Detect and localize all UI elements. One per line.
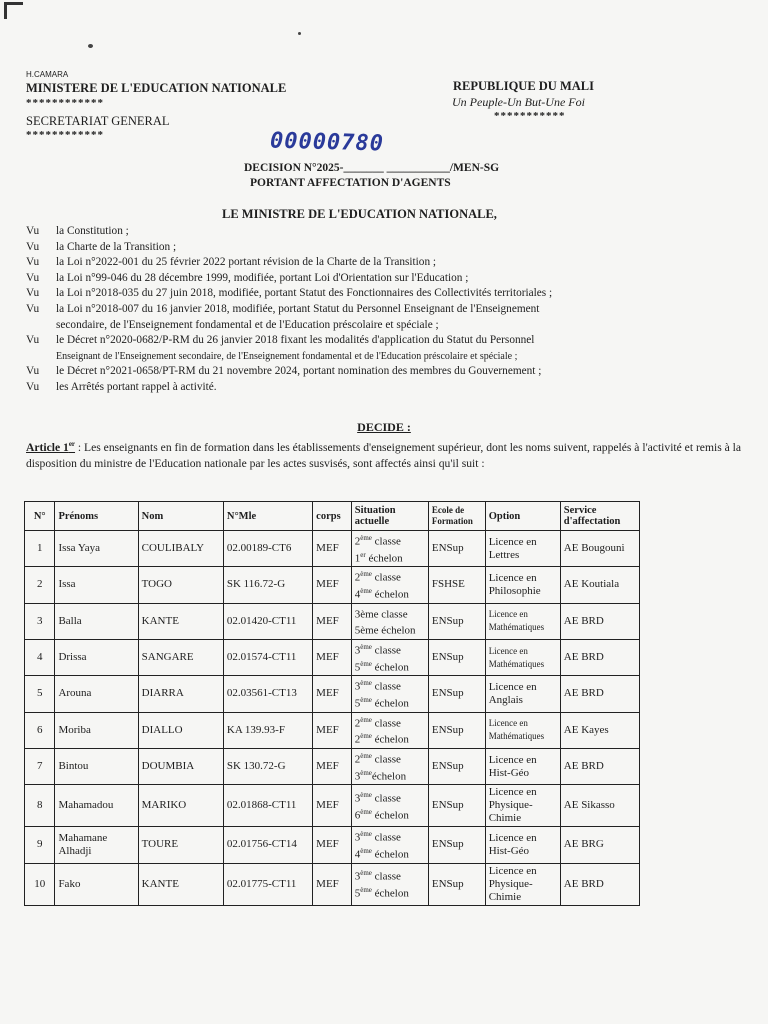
situation-classe: 3ème classe <box>354 791 401 805</box>
header-ecole: Ecole de Formation <box>428 502 485 531</box>
table-row <box>25 785 640 827</box>
minister-heading: LE MINISTRE DE L'EDUCATION NATIONALE, <box>222 207 497 221</box>
cell-corps: MEF <box>313 748 352 784</box>
cell-option: Licence en Hist-Géo <box>485 827 560 863</box>
cell-matricule: 02.01868-CT11 <box>223 785 312 827</box>
cell-nom: SANGARE <box>138 639 223 675</box>
cell-service: AE BRD <box>560 603 639 639</box>
vu-item <box>26 224 746 240</box>
assignment-table <box>24 501 640 906</box>
vu-item <box>26 240 746 256</box>
situation-echelon: 5ème échelon <box>354 886 409 900</box>
cell-situation <box>351 863 428 905</box>
cell-corps: MEF <box>313 827 352 863</box>
vu-text: la Loi n°2022-001 du 25 février 2022 portant révision de la Charte de la Transition ; <box>56 256 437 269</box>
cell-number: 5 <box>25 676 55 712</box>
cell-situation <box>351 531 428 567</box>
cell-matricule: 02.01420-CT11 <box>223 603 312 639</box>
header-matricule: N°Mle <box>223 502 312 531</box>
republic-stars: *********** <box>494 110 566 122</box>
cell-matricule: 02.01574-CT11 <box>223 639 312 675</box>
cell-nom: KANTE <box>138 603 223 639</box>
cell-number: 6 <box>25 712 55 748</box>
cell-prenom: Moriba <box>55 712 138 748</box>
cell-service: AE Kayes <box>560 712 639 748</box>
vu-text-continued: secondaire, de l'Enseignement fondamental et de l'Education préscolaire et spéciale ; <box>56 318 439 331</box>
decision-number: DECISION N°2025-_______ ___________/MEN-SG <box>244 162 500 174</box>
vu-item <box>26 333 746 349</box>
author-initials: H.CAMARA <box>26 70 69 79</box>
cell-matricule: 02.01756-CT14 <box>223 827 312 863</box>
decision-subject: PORTANT AFFECTATION D'AGENTS <box>250 177 451 189</box>
cell-matricule: 02.03561-CT13 <box>223 676 312 712</box>
situation-classe: 3ème classe <box>354 679 401 693</box>
vu-text: la Loi n°2018-007 du 16 janvier 2018, modifiée, portant Statut du Personnel Enseignant de l'Enseignement <box>56 302 540 315</box>
cell-matricule: 02.01775-CT11 <box>223 863 312 905</box>
cell-situation <box>351 639 428 675</box>
header-option: Option <box>485 502 560 531</box>
situation-echelon: 4ème échelon <box>354 586 409 601</box>
cell-service: AE BRD <box>560 748 639 784</box>
cell-nom: TOGO <box>138 567 223 603</box>
cell-nom: DIALLO <box>138 712 223 748</box>
cell-option: Licence en Philosophie <box>485 567 560 603</box>
situation-classe: 2ème classe <box>354 715 401 730</box>
situation-echelon: 5ème échelon <box>354 659 409 674</box>
table-header-row <box>25 502 640 531</box>
table-row <box>25 827 640 863</box>
cell-situation <box>351 676 428 712</box>
cell-ecole: ENSup <box>428 785 485 827</box>
cell-number: 9 <box>25 827 55 863</box>
vu-text: la Charte de la Transition ; <box>56 240 177 253</box>
situation-echelon: 1er échelon <box>354 550 403 565</box>
table-row <box>25 531 640 567</box>
cell-corps: MEF <box>313 863 352 905</box>
situation-classe: 3ème classe <box>354 830 401 844</box>
cell-option: Licence en Hist-Géo <box>485 748 560 784</box>
cell-nom: MARIKO <box>138 785 223 827</box>
article-1-label: Article 1er <box>26 440 76 454</box>
legal-references <box>26 224 746 396</box>
situation-echelon: 4ème échelon <box>354 846 409 861</box>
cell-service: AE BRD <box>560 639 639 675</box>
cell-matricule: KA 139.93-F <box>223 712 312 748</box>
cell-nom: COULIBALY <box>138 531 223 567</box>
secretariat-name: SECRETARIAT GENERAL <box>26 114 170 128</box>
cell-service: AE Sikasso <box>560 785 639 827</box>
cell-number: 7 <box>25 748 55 784</box>
cell-corps: MEF <box>313 531 352 567</box>
table-row <box>25 639 640 675</box>
situation-classe: 2ème classe <box>354 751 401 766</box>
cell-option: Licence en Anglais <box>485 676 560 712</box>
situation-echelon: 5ème échelon <box>354 624 416 637</box>
cell-nom: KANTE <box>138 863 223 905</box>
ink-speck <box>298 32 301 35</box>
cell-service: AE Koutiala <box>560 567 639 603</box>
table-row <box>25 712 640 748</box>
table-row <box>25 676 640 712</box>
cell-service: AE BRD <box>560 863 639 905</box>
situation-echelon: 3èmeéchelon <box>354 768 407 783</box>
header-service: Service d'affectation <box>560 502 639 531</box>
cell-matricule: 02.00189-CT6 <box>223 531 312 567</box>
cell-nom: DOUMBIA <box>138 748 223 784</box>
vu-item <box>26 364 746 380</box>
cell-nom: TOURE <box>138 827 223 863</box>
vu-item <box>26 271 746 287</box>
cell-situation <box>351 712 428 748</box>
vu-keyword: Vu <box>26 225 40 237</box>
situation-classe: 2ème classe <box>354 570 401 584</box>
situation-echelon: 6ème échelon <box>354 807 409 822</box>
situation-classe: 3ème classe <box>354 642 401 657</box>
ink-speck <box>88 44 93 48</box>
ministry-name: MINISTERE DE L'EDUCATION NATIONALE <box>26 81 287 95</box>
vu-text: la Constitution ; <box>56 225 129 237</box>
cell-number: 2 <box>25 567 55 603</box>
cell-ecole: ENSup <box>428 531 485 567</box>
situation-classe: 2ème classe <box>354 534 401 548</box>
situation-echelon: 5ème échelon <box>354 695 409 710</box>
cell-ecole: ENSup <box>428 863 485 905</box>
table-body <box>25 531 640 906</box>
vu-text: la Loi n°2018-035 du 27 juin 2018, modifiée, portant Statut des Fonctionnaires des Collectivités territoriales ; <box>56 287 553 300</box>
cell-situation <box>351 748 428 784</box>
vu-keyword: Vu <box>26 334 40 347</box>
cell-prenom: Fako <box>55 863 138 905</box>
header-nom: Nom <box>138 502 223 531</box>
header-corps: corps <box>313 502 352 531</box>
cell-option: Licence en Physique-Chimie <box>485 785 560 827</box>
cell-prenom: Drissa <box>55 639 138 675</box>
cell-number: 1 <box>25 531 55 567</box>
cell-option: Licence en Physique-Chimie <box>485 863 560 905</box>
vu-keyword: Vu <box>26 271 40 284</box>
cell-corps: MEF <box>313 567 352 603</box>
cell-prenom: Mahamadou <box>55 785 138 827</box>
table-row <box>25 567 640 603</box>
vu-keyword: Vu <box>26 365 40 378</box>
cell-number: 3 <box>25 603 55 639</box>
cell-ecole: ENSup <box>428 827 485 863</box>
cell-situation <box>351 785 428 827</box>
cell-corps: MEF <box>313 785 352 827</box>
cell-matricule: SK 116.72-G <box>223 567 312 603</box>
table-row <box>25 748 640 784</box>
cell-situation <box>351 567 428 603</box>
table-row <box>25 603 640 639</box>
vu-item <box>26 380 746 396</box>
vu-item <box>26 255 746 271</box>
cell-prenom: Arouna <box>55 676 138 712</box>
situation-classe: 3ème classe <box>354 608 408 621</box>
vu-keyword: Vu <box>26 287 40 300</box>
cell-prenom: Bintou <box>55 748 138 784</box>
cell-service: AE Bougouni <box>560 531 639 567</box>
vu-keyword: Vu <box>26 240 40 253</box>
situation-classe: 3ème classe <box>354 869 401 883</box>
cell-service: AE BRD <box>560 676 639 712</box>
cell-number: 10 <box>25 863 55 905</box>
header-situation: Situation actuelle <box>351 502 428 531</box>
cell-prenom: Issa Yaya <box>55 531 138 567</box>
cell-option: Licence en Mathématiques <box>485 712 560 748</box>
vu-item <box>26 302 746 318</box>
cell-option: Licence en Lettres <box>485 531 560 567</box>
cell-corps: MEF <box>313 712 352 748</box>
cell-option: Licence en Mathématiques <box>485 603 560 639</box>
cell-ecole: ENSup <box>428 712 485 748</box>
cell-situation <box>351 827 428 863</box>
cell-corps: MEF <box>313 639 352 675</box>
vu-keyword: Vu <box>26 380 40 393</box>
cell-ecole: ENSup <box>428 676 485 712</box>
situation-echelon: 2ème échelon <box>354 732 409 746</box>
cell-matricule: SK 130.72-G <box>223 748 312 784</box>
corner-mark <box>4 2 23 19</box>
vu-item <box>26 286 746 302</box>
cell-corps: MEF <box>313 603 352 639</box>
vu-text: la Loi n°99-046 du 28 décembre 1999, modifiée, portant Loi d'Orientation sur l'Education ; <box>56 271 469 284</box>
article-1-text: : Les enseignants en fin de formation dans les établissements d'enseignement supérieur, dont les noms suivent, rappelés à l'activité et remis à la disposition du ministre de l'Education nationale par les actes susvisés, sont affectés ainsi qu'il suit : <box>26 440 742 470</box>
vu-text: le Décret n°2020-0682/P-RM du 26 janvier 2018 fixant les modalités d'application du Statut du Personnel <box>56 334 535 347</box>
cell-prenom: Balla <box>55 603 138 639</box>
vu-keyword: Vu <box>26 302 40 315</box>
cell-option: Licence en Mathématiques <box>485 639 560 675</box>
ministry-stars: ************ <box>26 97 104 109</box>
vu-text: le Décret n°2021-0658/PT-RM du 21 novembre 2024, portant nomination des membres du Gouvernement ; <box>56 365 542 378</box>
cell-ecole: ENSup <box>428 639 485 675</box>
vu-text: les Arrêtés portant rappel à activité. <box>56 380 217 393</box>
cell-service: AE BRG <box>560 827 639 863</box>
cell-ecole: ENSup <box>428 748 485 784</box>
cell-corps: MEF <box>313 676 352 712</box>
cell-ecole: ENSup <box>428 603 485 639</box>
cell-prenom: Issa <box>55 567 138 603</box>
article-1 <box>26 436 746 472</box>
cell-situation <box>351 603 428 639</box>
cell-prenom: Mahamane Alhadji <box>55 827 138 863</box>
cell-nom: DIARRA <box>138 676 223 712</box>
republic-motto: Un Peuple-Un But-Une Foi <box>452 95 585 109</box>
secretariat-stars: ************ <box>26 129 104 141</box>
vu-text-continued: Enseignant de l'Enseignement secondaire, de l'Enseignement fondamental et de l'Education préscolaire et spéciale ; <box>56 350 518 362</box>
republic-name: REPUBLIQUE DU MALI <box>453 79 594 93</box>
cell-ecole: FSHSE <box>428 567 485 603</box>
header-number: N° <box>25 502 55 531</box>
cell-number: 8 <box>25 785 55 827</box>
cell-number: 4 <box>25 639 55 675</box>
vu-keyword: Vu <box>26 256 40 269</box>
table-row <box>25 863 640 905</box>
registration-stamp-number: 00000780 <box>269 128 385 157</box>
header-prenoms: Prénoms <box>55 502 138 531</box>
decide-heading: DECIDE : <box>357 420 411 434</box>
